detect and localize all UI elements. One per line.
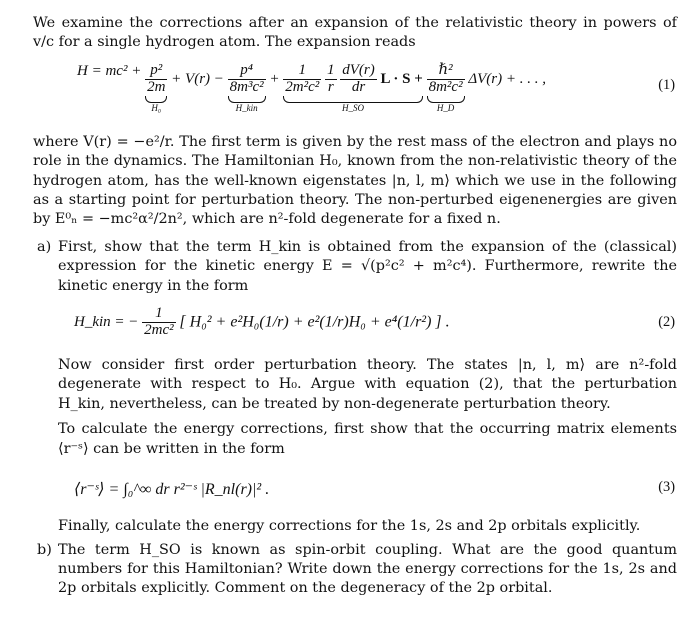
item-b [33, 541, 677, 599]
eq1-lhs: H = mc² + [77, 62, 142, 79]
label-hd: H_D [436, 103, 455, 114]
item-a-para2: Now consider first order perturbation theory. The states |n, l, m⟩ are n²-fold degenerate with respect to H₀. Argue with equation (2), that the perturbation H_kin, nevertheless, can be treated by non-degenerate perturbation theory. [58, 357, 677, 412]
equation-1: H = mc² + $\frac{\text{p²}}{2m}$ H₀ + V(r) − $\frac{\text{p⁴}}{\text{8m³c²}}$ H_kin + $\frac{1}{\text{2m²c²}}$ $\frac{1}{r}$ $\frac{dV(r)}{dr}$ L · S + H_SO $\frac{\text{ℏ²}}{\text{8m²c²}}$ H_D ΔV(r) + . . . , (1) [77, 61, 675, 114]
label-h0: H₀ [151, 103, 162, 114]
intro-paragraph: We examine the corrections after an expansion of the relativistic theory in powers of v/c for a single hydrogen atom. The expansion reads [33, 15, 677, 51]
item-a-text: First, show that the term H_kin is obtained from the expansion of the (classical) expression for the kinetic energy E = √(p²c² + m²c⁴). Furthermore, rewrite the kinetic energy in the form [58, 238, 677, 294]
eq1-term-h0: $\frac{\text{p²}}{2m}$ H₀ [147, 61, 166, 114]
eq1-term-hd: $\frac{\text{ℏ²}}{\text{8m²c²}}$ H_D [428, 61, 463, 114]
item-a [33, 238, 677, 537]
document-page [33, 14, 677, 599]
item-a-para4: Finally, calculate the energy corrections for the 1s, 2s and 2p orbitals explicitly. [58, 518, 641, 535]
item-b-marker: b) [37, 541, 52, 558]
eq1-term-hkin: $\frac{\text{p⁴}}{\text{8m³c²}}$ H_kin [229, 61, 264, 114]
eq3-number: (3) [658, 479, 675, 496]
item-b-text: The term H_SO is known as spin-orbit coupling. What are the good quantum numbers for this Hamiltonian? Write down the energy corrections for the 1s, 2s and 2p orbitals explicitly. Comment on the degeneracy of the 2p orbital. [58, 541, 677, 597]
equation-3: ⟨r⁻ˢ⟩ = ∫₀^∞ dr r²⁻ˢ |R_nl(r)|² . (3) [74, 479, 675, 499]
after-eq1-paragraph: where V(r) = −e²/r. The first term is given by the rest mass of the electron and plays no role in the dynamics. The Hamiltonian H₀, known from the non-relativistic theory of the hydrogen atom, has the well-known eigenstates |n, l, m⟩ which we use in the following as a starting point for perturbation theory. The non-perturbed eigenenergies are given by E⁰ₙ = −mc²α²/2n², which are n²-fold degenerate for a fixed n. [33, 133, 677, 228]
eq1-term-hso: $\frac{1}{\text{2m²c²}}$ $\frac{1}{r}$ $\frac{dV(r)}{dr}$ L · S + H_SO [285, 61, 423, 114]
item-a-para3: To calculate the energy corrections, first show that the occurring matrix elements ⟨r⁻ˢ⟩ can be written in the form [58, 421, 677, 457]
item-a-marker: a) [37, 238, 52, 255]
equation-2: H_kin = − $\frac{1}{\text{2mc²}}$ [ H₀² + e²H₀(1/r) + e²(1/r)H₀ + e⁴(1/r²) ] . (2) [74, 305, 675, 338]
label-hso: H_SO [342, 103, 365, 114]
eq1-number: (1) [658, 76, 675, 93]
eq2-number: (2) [658, 314, 675, 331]
label-hkin: H_kin [235, 103, 258, 114]
